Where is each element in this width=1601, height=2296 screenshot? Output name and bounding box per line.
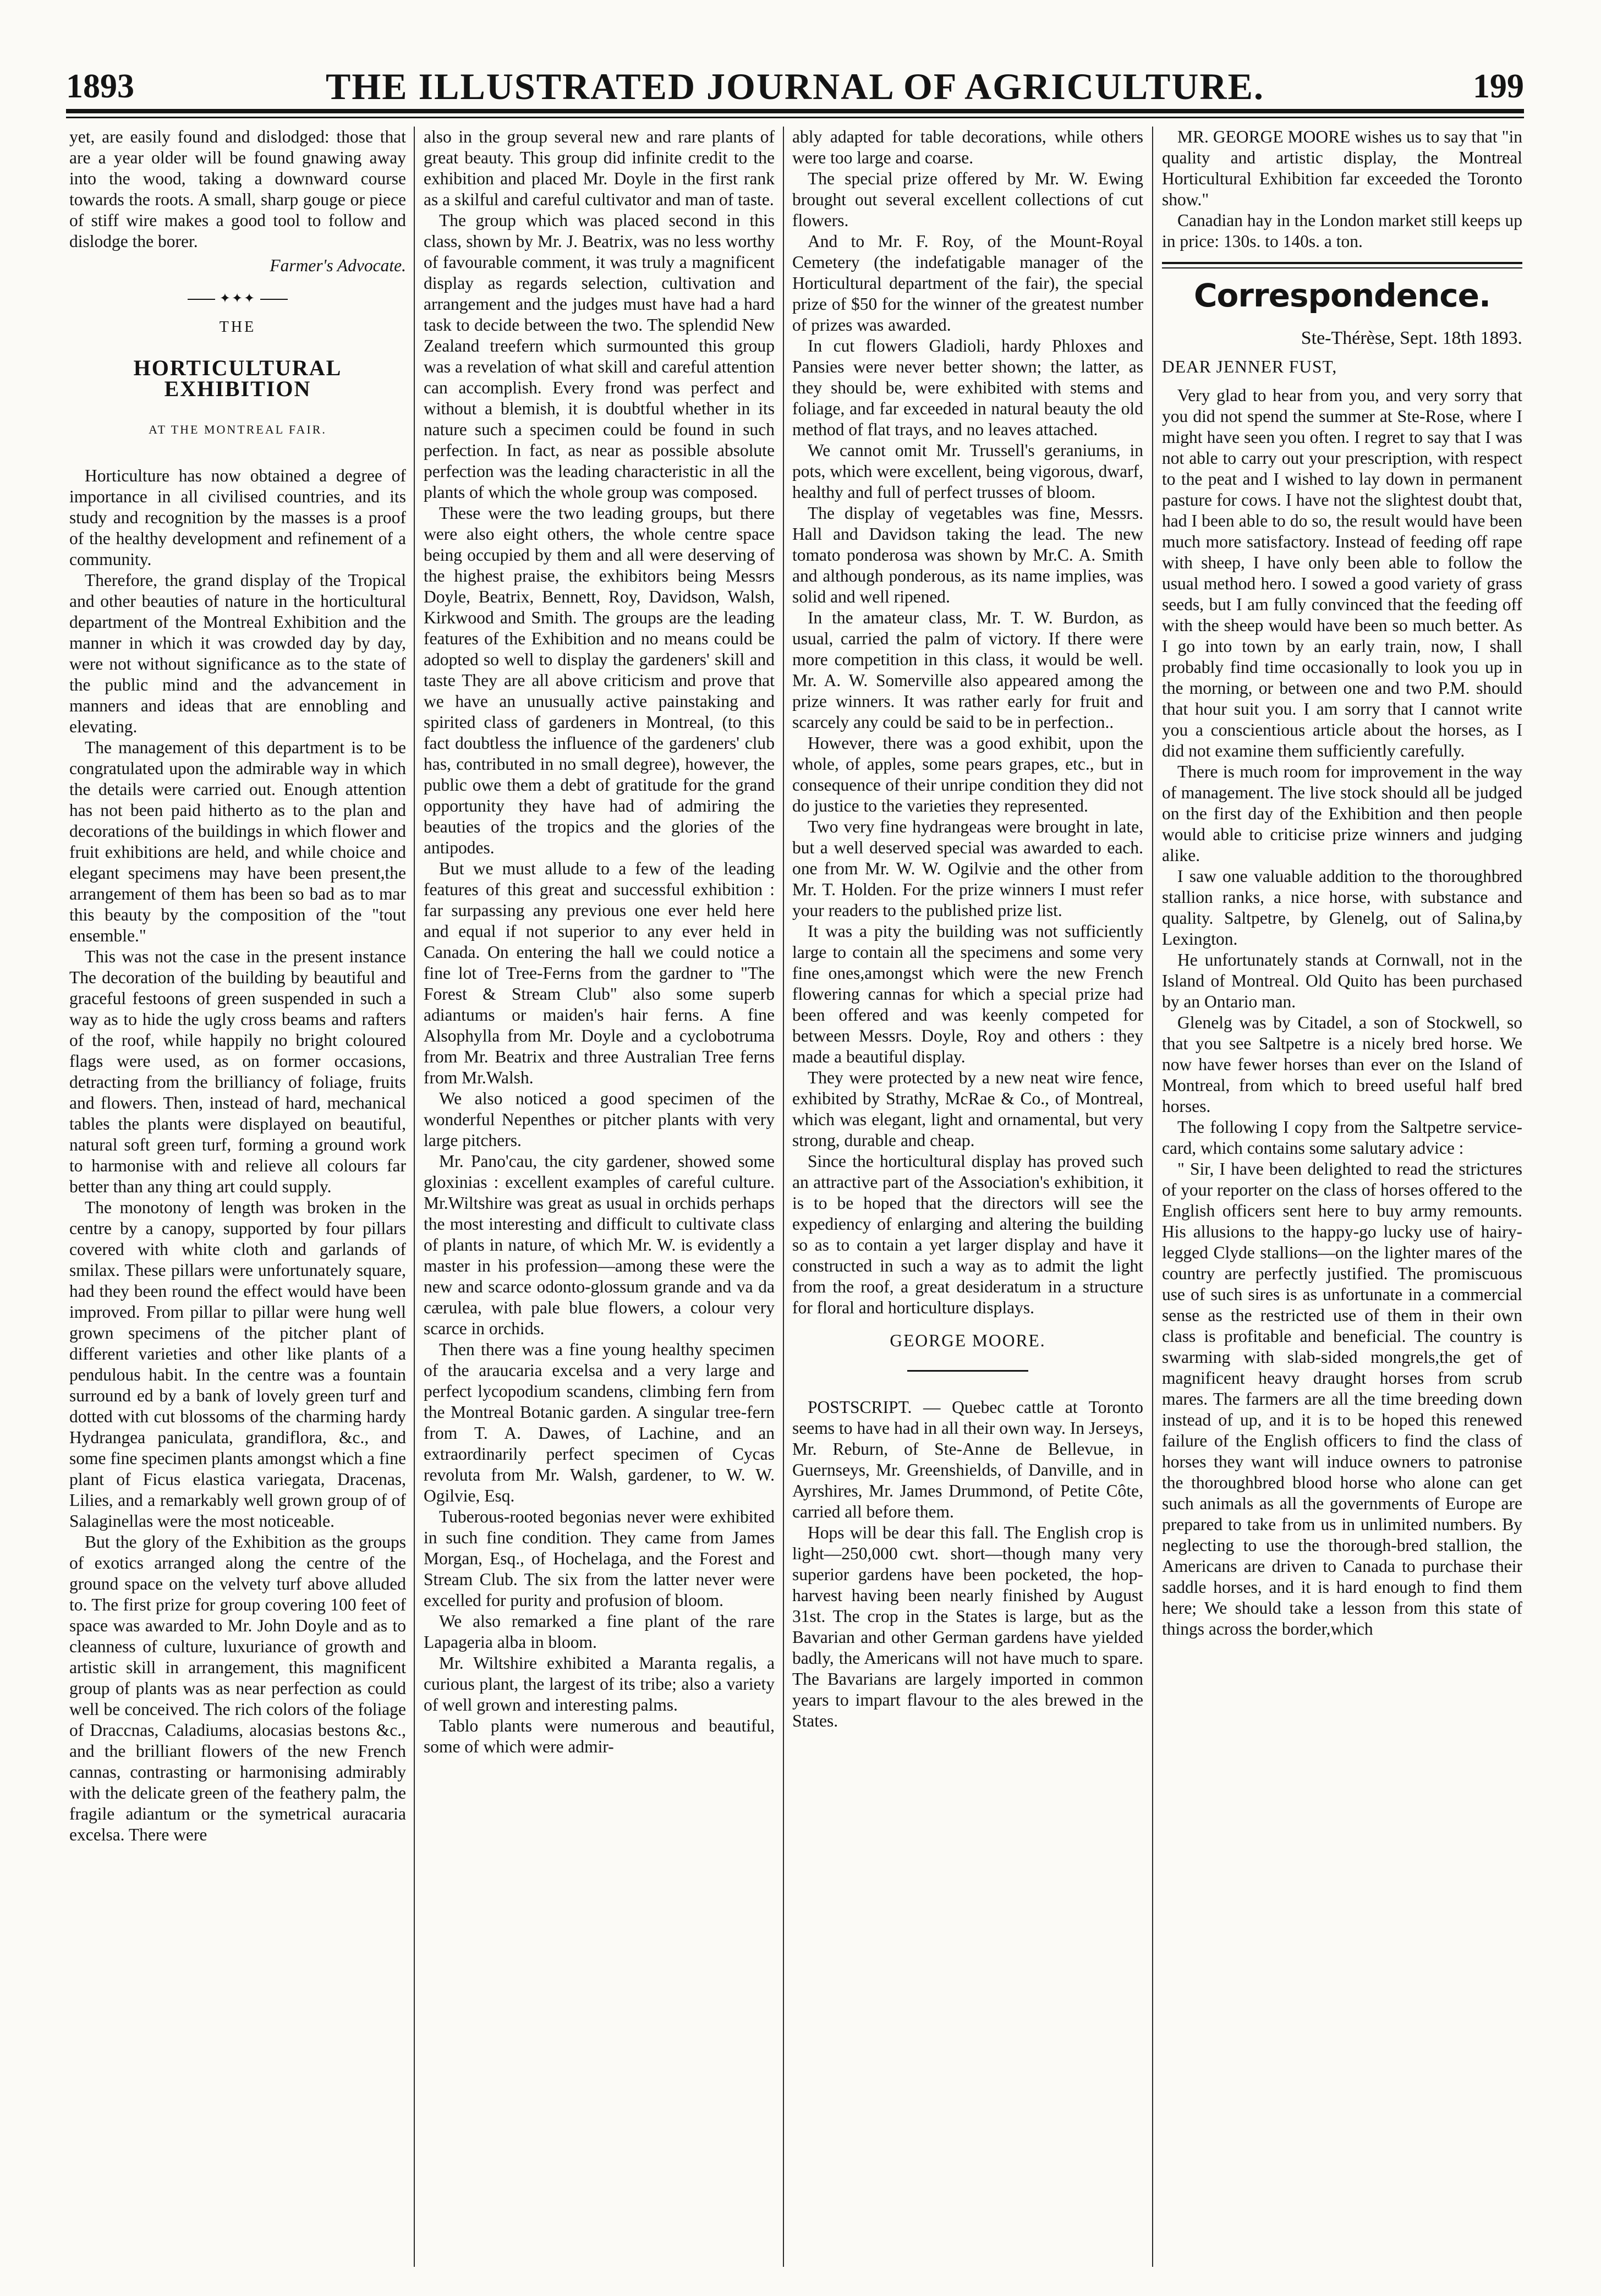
paragraph: Hops will be dear this fall. The English crop is light—250,000 cwt. short—though many very superior gardens have been pocketed, the hop-harvest having been nearly finished by August 31st. The crop in the States is large, but as the Bavarian and other German gardens have yielded badly, the Americans will not have much to spare. The Bavarians are largely imported in common years to impart flavour to the ales brewed in the States.	[792, 1523, 1143, 1730]
page-number: 199	[1473, 68, 1524, 105]
paragraph: It was a pity the building was not sufficiently large to contain all the specimens and some very fine ones,amongst which were the new French flowering cannas for which a special prize had been offered and was keenly competed for between Messrs. Doyle, Roy and others : they made a beautiful display.	[792, 922, 1143, 1066]
column-divider	[1152, 127, 1153, 2267]
source-credit: Farmer's Advocate.	[270, 256, 406, 275]
paragraph: Mr. Wiltshire exhibited a Maranta regalis, a curious plant, the largest of its tribe; also a variety of well grown and interesting palms.	[424, 1653, 775, 1714]
paragraph: They were protected by a new neat wire fence, exhibited by Strathy, McRae & Co., of Montreal, which was elegant, light and ornamental, but very strong, durable and cheap.	[792, 1068, 1143, 1150]
paragraph: The following I copy from the Saltpetre service-card, which contains some salutary advice :	[1162, 1117, 1522, 1158]
section-divider	[1162, 262, 1522, 268]
paragraph: We also remarked a fine plant of the rare Lapageria alba in bloom.	[424, 1612, 775, 1652]
article-kicker: THE	[219, 319, 256, 336]
letter-dateline: Ste-Thérèse, Sept. 18th 1893.	[1301, 328, 1522, 348]
column-3	[792, 127, 1143, 2267]
paragraph: also in the group several new and rare plants of great beauty. This group did infinite credit to the exhibition and placed Mr. Doyle in the first rank as a skilful and careful cultivator and man of taste.	[424, 127, 775, 209]
paragraph: He unfortunately stands at Cornwall, not in the Island of Montreal. Old Quito has been purchased by an Ontario man.	[1162, 950, 1522, 1011]
column-2	[424, 127, 775, 2267]
masthead-rule	[66, 109, 1524, 113]
section-heading: Correspondence.	[1193, 277, 1491, 314]
section-divider	[907, 1370, 1028, 1372]
column-divider	[783, 127, 784, 2267]
masthead	[66, 55, 1524, 106]
paragraph: And to Mr. F. Roy, of the Mount-Royal Cemetery (the indefatigable manager of the Horticultural department of the fair), the special prize of $50 for the winner of the greatest number of prizes was awarded.	[792, 232, 1143, 335]
paragraph: The display of vegetables was fine, Messrs. Hall and Davidson taking the lead. The new tomato ponderosa was shown by Mr.C. A. Smith and although ponderous, as its name implies, was solid and well ripened.	[792, 503, 1143, 606]
column-4	[1162, 127, 1522, 2267]
paragraph: Two very fine hydrangeas were brought in late, but a well deserved special was awarded to each. one from Mr. W. W. Ogilvie and the other from Mr. T. Holden. For the prize winners I must refer your readers to the published prize list.	[792, 817, 1143, 920]
paragraph: The group which was placed second in this class, shown by Mr. J. Beatrix, was no less worthy of favourable comment, it was truly a magnificent display as regards selection, cultivation and arrangement and the judges must have had a hard task to decide between the two. The splendid New Zealand treefern which surmounted this group was a revelation of what skill and careful attention can accomplish. Every frond was perfect and without a blemish, it is doubtful whether in its nature such a specimen could be found in such perfection. In fact, as near as possible absolute perfection was the leading characteristic in all the plants of which the whole group was composed.	[424, 211, 775, 502]
paragraph: MR. GEORGE MOORE wishes us to say that "in quality and artistic display, the Montreal Horticultural Exhibition far exceeded the Toronto show."	[1162, 127, 1522, 209]
paragraph: Mr. Pano'cau, the city gardener, showed some gloxinias : excellent examples of careful culture. Mr.Wiltshire was great as usual in orchids perhaps the most interesting and difficult to cultivate class of plants in nature, of which Mr. W. is evidently a master in his profession—among these were the new and scarce odonto-glossum grande and va da cærulea, with pale blue flowers, a colour very scarce in orchids.	[424, 1152, 775, 1338]
paragraph: This was not the case in the present instance The decoration of the building by beautiful and graceful festoons of green suspended in such a way as to hide the ugly cross beams and rafters of the roof, while happily no bright coloured flags were used, as on former occasions, detracting from the brilliancy of foliage, fruits and flowers. Then, instead of hard, mechanical tables the plants were displayed on beautiful, natural soft green turf, forming a ground work to harmonise with and relieve all colours far better than any thing art could supply.	[69, 947, 406, 1196]
paragraph: Then there was a fine young healthy specimen of the araucaria excelsa and a very large and perfect lycopodium scandens, climbing fern from the Montreal Botanic garden. A singular tree-fern from T. A. Dawes, of Lachine, and an extraordinarily perfect specimen of Cycas revoluta from Mr. Walsh, gardener, to W. W. Ogilvie, Esq.	[424, 1340, 775, 1505]
paragraph: Therefore, the grand display of the Tropical and other beauties of nature in the horticultural department of the Montreal Exhibition and the manner in which it was crowded day by day, were not without significance as to the state of the public mind and the advancement in manners and ideas that are ennobling and elevating.	[69, 571, 406, 736]
postscript: POSTSCRIPT. — Quebec cattle at Toronto seems to have had in all their own way. In Jerseys, Mr. Reburn, of Ste-Anne de Bellevue, in Guernseys, Mr. Greenshields, of Danville, and in Ayrshires, Mr. James Drummond, of Petite Côte, carried all before them.	[792, 1398, 1143, 1521]
paragraph: Since the horticultural display has proved such an attractive part of the Association's exhibition, it is to be hoped that the directors will see the expediency of enlarging and altering the building so as to contain a yet larger display and have it constructed in such a way as to admit the light from the roof, a great desideratum in a structure for floral and horticulture displays.	[792, 1152, 1143, 1317]
author-signature: GEORGE MOORE.	[890, 1331, 1046, 1350]
article-title: HORTICULTURAL EXHIBITION	[133, 355, 342, 401]
paragraph: Glenelg was by Citadel, a son of Stockwell, so that you see Saltpetre is a nicely bred horse. We now have fewer horses than ever on the Island of Montreal, from which to breed useful half bred horses.	[1162, 1013, 1522, 1116]
paragraph: I saw one valuable addition to the thoroughbred stallion ranks, a nice horse, with substance and quality. Saltpetre, by Glenelg, out of Salina,by Lexington.	[1162, 867, 1522, 949]
column-divider	[414, 127, 415, 2267]
paragraph: We cannot omit Mr. Trussell's geraniums, in pots, which were excellent, being vigorous, dwarf, healthy and full of perfect trusses of bloom.	[792, 441, 1143, 502]
paragraph: Very glad to hear from you, and very sorry that you did not spend the summer at Ste-Rose, where I might have seen you often. I regret to say that I was not able to carry out your prescription, with respect to the peat and I wished to lay down in permanent pasture for cows. I have not the slightest doubt that, had I been able to do so, the result would have been much more satisfactory. Instead of feeding off rape with sheep, I have only been able to follow the usual method hero. I sowed a good variety of grass seeds, but I am fully convinced that the feeding off with the sheep would have been so much better. As I go into town by an early train, now, I shall probably find time occasionally to look you up in the morning, or between one and two P.M. should that hour suit you. I am sorry that I cannot write you a conscientious article about the horses, as I did not examine them sufficiently carefully.	[1162, 386, 1522, 760]
paragraph: The monotony of length was broken in the centre by a canopy, supported by four pillars covered with white cloth and garlands of smilax. These pillars were unfortunately square, had they been round the effect would have been improved. From pillar to pillar were hung well grown specimens of the pitcher plant of different varieties and other like plants of a pendulous habit. In the centre was a fountain surround ed by a bank of lovely green turf and dotted with cut blossoms of the charming hardy Hydrangea paniculata, grandiflora, &c., and some fine specimen plants amongst which a fine plant of Ficus elastica variegata, Dracenas, Lilies, and a remarkably well grown group of of Salaginellas were the most noticeable.	[69, 1198, 406, 1531]
paragraph: The special prize offered by Mr. W. Ewing brought out several excellent collections of cut flowers.	[792, 169, 1143, 230]
ornamental-divider: ✦✦✦	[69, 288, 406, 309]
paragraph: We also noticed a good specimen of the wonderful Nepenthes or pitcher plants with very large pitchers.	[424, 1089, 775, 1150]
paragraph: In the amateur class, Mr. T. W. Burdon, as usual, carried the palm of victory. If there were more competition in this class, it would be well. Mr. A. W. Somerville also appeared among the prize winners. It was rather early for fruit and scarcely any could be said to be in perfection..	[792, 608, 1143, 732]
paragraph: However, there was a good exhibit, upon the whole, of apples, some pears grapes, etc., but in consequence of their unripe condition they did not do justice to the varieties they represented.	[792, 733, 1143, 815]
column-1	[69, 127, 406, 2267]
paragraph: Horticulture has now obtained a degree of importance in all civilised countries, and its study and recognition by the masses is a proof of the healthy development and refinement of a community.	[69, 466, 406, 569]
letter-salutation: DEAR JENNER FUST,	[1162, 357, 1337, 376]
paragraph: ably adapted for table decorations, while others were too large and coarse.	[792, 127, 1143, 167]
masthead-rule-thin	[66, 117, 1524, 118]
paragraph: " Sir, I have been delighted to read the strictures of your reporter on the class of horses offered to the English officers sent here to buy army remounts. His allusions to the happy-go lucky use of hairy-legged Clyde stallions—on the lighter mares of the country are perfectly justified. The promiscuous use of such sires is as unfortunate in a commercial sense as the restricted use of them in their own class is profitable and beneficial. The country is swarming with slab-sided mongrels,the get of magnificent heavy draught horses from scrub mares. The farmers are all the time breeding down instead of up, and it is to be hoped this renewed failure of the English officers to find the class of horses they want will induce owners to patronise the thoroughbred blood horse who alone can get such animals as all the governments of Europe are prepared to take from us in unlimited numbers. By neglecting to use the thorough-bred stallion, the Americans are driven to Canada to purchase their saddle horses, and it is hard enough to find them here; We should take a lesson from this state of things across the border,which	[1162, 1159, 1522, 1639]
masthead-year: 1893	[66, 68, 134, 105]
paragraph: The management of this department is to be congratulated upon the admirable way in which the details were carried out. Enough attention has not been paid hitherto as to the plan and decorations of the buildings in which flower and fruit exhibitions are held, and while choice and elegant specimens may have been present,the arrangement of them has been so bad as to mar this beauty by the composition of the "tout ensemble."	[69, 738, 406, 945]
paragraph: But we must allude to a few of the leading features of this great and successful exhibition : far surpassing any previous one ever held here and equal if not superior to any ever held in Canada. On entering the hall we could notice a fine lot of Tree-Ferns from the gardner to "The Forest & Stream Club" also some superb adiantums or maiden's hair ferns. A fine Alsophylla from Mr. Doyle and a cyclobotruma from Mr. Beatrix and three Australian Tree ferns from Mr.Walsh.	[424, 859, 775, 1087]
paragraph: In cut flowers Gladioli, hardy Phloxes and Pansies were never better shown; the latter, as they should be, were exhibited with stems and foliage, and far exceeded in natural beauty the old method of flat trays, and no leaves attached.	[792, 336, 1143, 439]
paragraph: These were the two leading groups, but there were also eight others, the whole centre space being occupied by them and all were deserving of the highest praise, the exhibitors being Messrs Doyle, Beatrix, Bennett, Roy, Davidson, Walsh, Kirkwood and Smith. The groups are the leading features of the Exhibition and no means could be adopted so well to display the gardeners' skill and taste They are all above criticism and prove that we have an unusually active painstaking and spirited class of gardeners in Montreal, (to this fact doubtless the influence of the gardeners' club has, contributed in no small degree), however, the public owe them a debt of gratitude for the grand opportunity they have had of admiring the beauties of the tropics and the glories of the antipodes.	[424, 503, 775, 857]
paragraph: Canadian hay in the London market still keeps up in price: 130s. to 140s. a ton.	[1162, 211, 1522, 251]
paragraph: But the glory of the Exhibition as the groups of exotics arranged along the centre of the ground space on the velvety turf above alluded to. The first prize for group covering 100 feet of space was awarded to Mr. John Doyle and as to cleanness of culture, luxuriance of growth and artistic skill in arrangement, this magnificent group of plants was as near perfection as could well be conceived. The rich colors of the foliage of Draccnas, Caladiums, alocasias bestons &c., and the brilliant flowers of the new French cannas, contrasting or harmonising admirably with the delicate green of the feathery palm, the fragile adiantum or the symetrical auracaria excelsa. There were	[69, 1532, 406, 1844]
paragraph: Tuberous-rooted begonias never were exhibited in such fine condition. They came from James Morgan, Esq., of Hochelaga, and the Forest and Stream Club. The six from the latter never were excelled for purity and profusion of bloom.	[424, 1507, 775, 1610]
article-subtitle: AT THE MONTREAL FAIR.	[149, 423, 327, 436]
paragraph: yet, are easily found and dislodged: those that are a year older will be found gnawing away into the wood, taking a downward course towards the roots. A small, sharp gouge or piece of stiff wire makes a good tool to follow and dislodge the borer.	[69, 127, 406, 251]
paragraph: Tablo plants were numerous and beautiful, some of which were admir-	[424, 1716, 775, 1756]
masthead-title: THE ILLUSTRATED JOURNAL OF AGRICULTURE.	[326, 65, 1264, 107]
paragraph: There is much room for improvement in the way of management. The live stock should all be judged on the first day of the Exhibition and then people would able to criticise prize winners and judging alike.	[1162, 762, 1522, 865]
